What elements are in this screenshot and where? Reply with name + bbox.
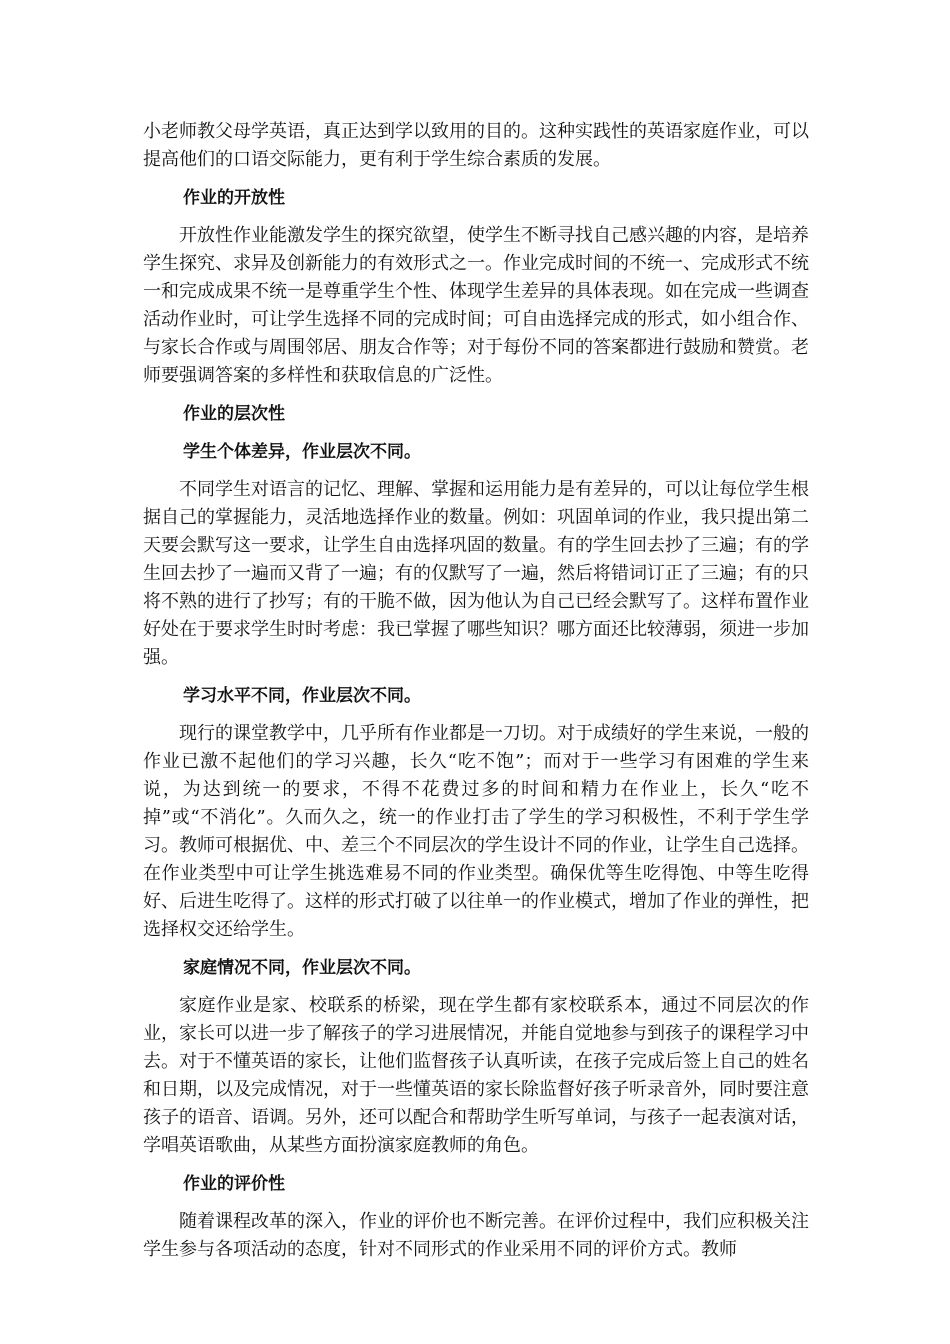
paragraph-evaluation: 随着课程改革的深入，作业的评价也不断完善。在评价过程中，我们应积极关注学生参与各项活动的态度，针对不同形式的作业采用不同的评价方式。教师 bbox=[143, 1211, 809, 1260]
paragraph-family-situation: 家庭作业是家、校联系的桥梁，现在学生都有家校联系本，通过不同层次的作业，家长可以进一步了解孩子的学习进展情况，并能自觉地参与到孩子的课程学习中去。对于不懂英语的家长，让他们监督孩子认真听读，在孩子完成后签上自己的姓名和日期，以及完成情况，对于一些懂英语的家长除监督好孩子听录音外，同时要注意孩子的语音、语调。另外，还可以配合和帮助学生听写单词，与孩子一起表演对话，学唱英语歌曲，从某些方面扮演家庭教师的角色。 bbox=[143, 995, 809, 1156]
paragraph-individual-differences: 不同学生对语言的记忆、理解、掌握和运用能力是有差异的，可以让每位学生根据自己的掌握能力，灵活地选择作业的数量。例如：巩固单词的作业，我只提出第二天要会默写这一要求，让学生自由选择巩固的数量。有的学生回去抄了三遍；有的学生回去抄了一遍而又背了一遍；有的仅默写了一遍，然后将错词订正了三遍；有的只将不熟的进行了抄写；有的干脆不做，因为他认为自己已经会默写了。这样布置作业好处在于要求学生时时考虑：我已掌握了哪些知识？哪方面还比较薄弱，须进一步加强。 bbox=[143, 479, 809, 668]
heading-hierarchy: 作业的层次性 bbox=[183, 404, 285, 424]
subheading-family-situation: 家庭情况不同，作业层次不同。 bbox=[183, 958, 421, 978]
document-page bbox=[143, 118, 809, 1274]
paragraph-learning-level: 现行的课堂教学中，几乎所有作业都是一刀切。对于成绩好的学生来说，一般的作业已激不起他们的学习兴趣，长久“吃不饱”；而对于一些学习有困难的学生来说，为达到统一的要求，不得不花费过多的时间和精力在作业上，长久“吃不掉”或“不消化”。久而久之，统一的作业打击了学生的学习积极性，不利于学生学习。教师可根据优、中、差三个不同层次的学生设计不同的作业，让学生自己选择。在作业类型中可让学生挑选难易不同的作业类型。确保优等生吃得饱、中等生吃得好、后进生吃得了。这样的形式打破了以往单一的作业模式，增加了作业的弹性，把选择权交还给学生。 bbox=[143, 723, 809, 940]
heading-evaluation: 作业的评价性 bbox=[183, 1174, 285, 1194]
subheading-individual-differences: 学生个体差异，作业层次不同。 bbox=[183, 442, 421, 462]
paragraph-intro: 小老师教父母学英语，真正达到学以致用的目的。这种实践性的英语家庭作业，可以提高他们的口语交际能力，更有利于学生综合素质的发展。 bbox=[143, 121, 809, 170]
heading-openness: 作业的开放性 bbox=[183, 188, 285, 208]
paragraph-openness: 开放性作业能激发学生的探究欲望，使学生不断寻找自己感兴趣的内容，是培养学生探究、求异及创新能力的有效形式之一。作业完成时间的不统一、完成形式不统一和完成成果不统一是尊重学生个性、体现学生差异的具体表现。如在完成一些调查活动作业时，可让学生选择不同的完成时间；可自由选择完成的形式，如小组合作、与家长合作或与周围邻居、朋友合作等；对于每份不同的答案都进行鼓励和赞赏。老师要强调答案的多样性和获取信息的广泛性。 bbox=[143, 225, 809, 386]
subheading-learning-level: 学习水平不同，作业层次不同。 bbox=[183, 686, 421, 706]
